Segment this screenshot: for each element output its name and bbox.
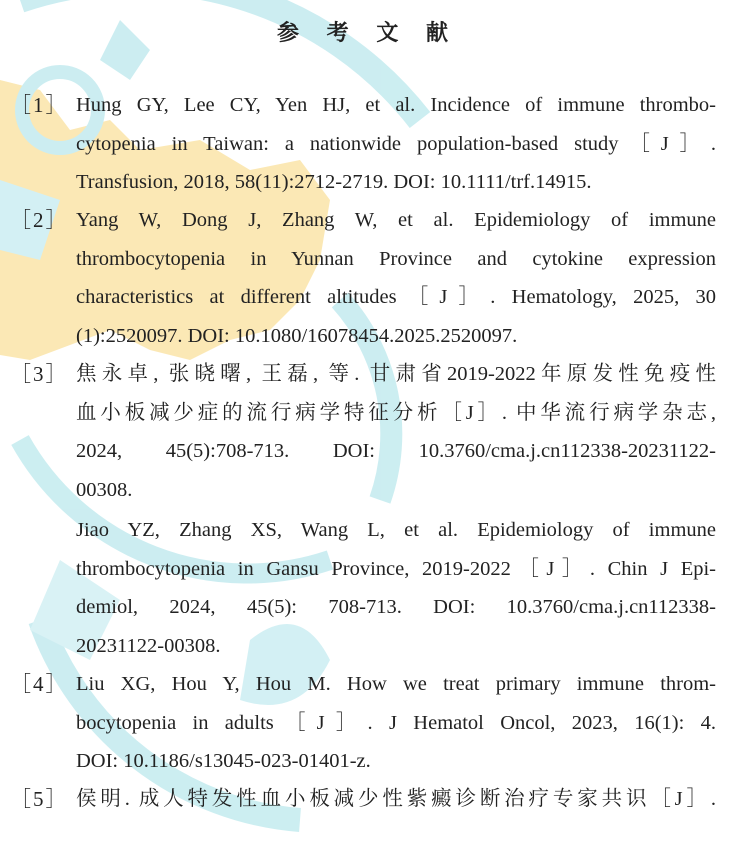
- reference-number: ［4］: [10, 672, 69, 696]
- reference-line: Yang W, Dong J, Zhang W, et al. Epidemiology of immune: [76, 209, 716, 231]
- reference-number: ［2］: [10, 208, 69, 232]
- page-title: 参 考 文 献: [277, 21, 458, 46]
- reference-line: thrombocytopenia in Yunnan Province and cytokine expression: [76, 247, 716, 270]
- reference-text: [76, 511, 716, 665]
- reference-line: Jiao YZ, Zhang XS, Wang L, et al. Epidemiology of immune: [76, 519, 716, 541]
- reference-number: ［5］: [10, 787, 69, 811]
- reference-line: 侯明. 成人特发性血小板减少性紫癜诊断治疗专家共识［J］.: [76, 788, 716, 810]
- reference-number: ［1］: [10, 93, 69, 117]
- reference-line: Liu XG, Hou Y, Hou M. How we treat primary immune throm-: [76, 673, 716, 695]
- reference-line: thrombocytopenia in Gansu Province, 2019-2022［J］. Chin J Epi-: [76, 557, 716, 580]
- reference-line: Hung GY, Lee CY, Yen HJ, et al. Incidence of immune thrombo-: [76, 94, 716, 116]
- reference-line: demiol, 2024, 45(5): 708-713. DOI: 10.3760/cma.j.cn112338-: [76, 596, 716, 618]
- reference-text: [76, 355, 716, 509]
- reference-line: 焦永卓, 张晓曙, 王磊, 等. 甘肃省2019-2022年原发性免疫性: [76, 363, 716, 385]
- reference-text: [76, 780, 716, 819]
- reference-text: [76, 665, 716, 781]
- reference-line: 血小板减少症的流行病学特征分析［J］. 中华流行病学杂志,: [76, 401, 716, 424]
- reference-line: (1):2520097. DOI: 10.1080/16078454.2025.2520097.: [76, 324, 518, 347]
- reference-line: cytopenia in Taiwan: a nationwide population-based study［J］.: [76, 132, 716, 155]
- reference-line: characteristics at different altitudes［J］. Hematology, 2025, 30: [76, 286, 716, 308]
- reference-text: [76, 201, 716, 355]
- reference-line: 2024, 45(5):708-713. DOI: 10.3760/cma.j.cn112338-20231122-: [76, 440, 716, 462]
- reference-line: bocytopenia in adults［J］. J Hematol Oncol, 2023, 16(1): 4.: [76, 711, 716, 734]
- reference-line: DOI: 10.1186/s13045-023-01401-z.: [76, 750, 371, 772]
- reference-line: Transfusion, 2018, 58(11):2712-2719. DOI: 10.1111/trf.14915.: [76, 171, 592, 193]
- reference-number: ［3］: [10, 362, 69, 386]
- reference-line: 00308.: [76, 478, 133, 501]
- reference-line: 20231122-00308.: [76, 634, 221, 657]
- reference-text: [76, 86, 716, 202]
